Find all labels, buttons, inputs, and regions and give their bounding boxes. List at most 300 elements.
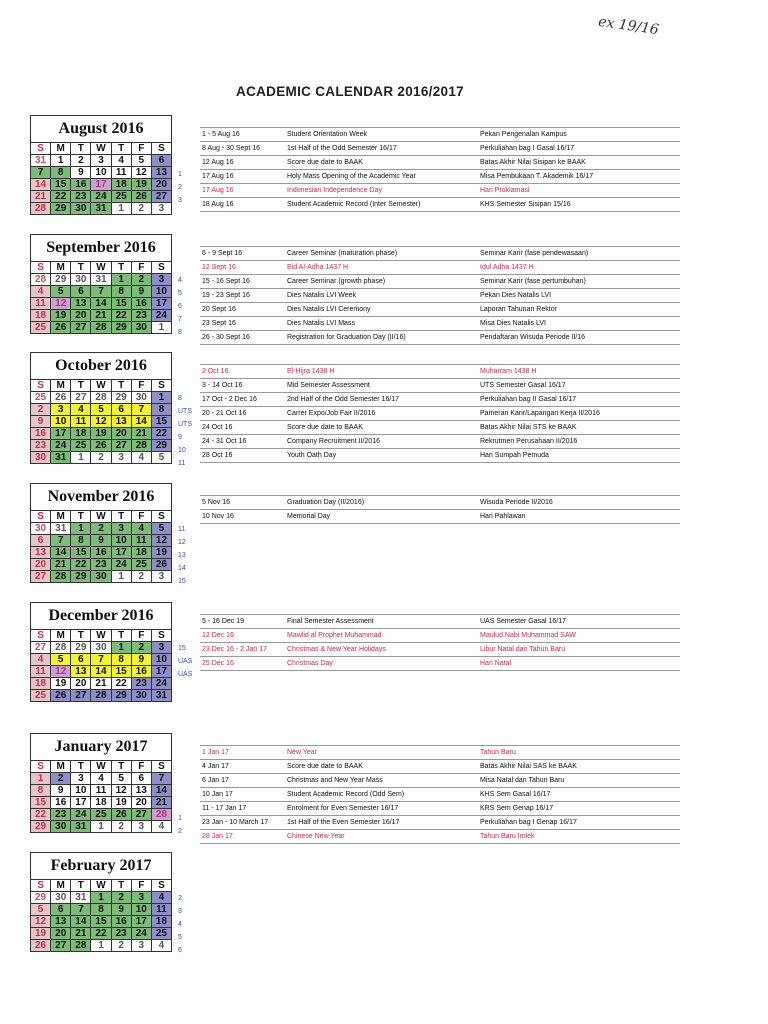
day-cell: 6	[151, 155, 171, 167]
event-row	[200, 815, 680, 829]
event-date: 2 Oct 16	[202, 368, 229, 375]
week-number: 8	[178, 395, 182, 402]
event-name-id: Hari Sumpah Pemuda	[480, 452, 549, 459]
event-row	[200, 246, 680, 260]
day-cell: 25	[71, 440, 91, 452]
day-cell: 11	[31, 666, 51, 678]
day-cell: 5	[91, 404, 111, 416]
event-date: 1 Jan 17	[202, 749, 229, 756]
event-name-id: KHS Sem Gasal 16/17	[480, 791, 551, 798]
day-cell: 11	[151, 904, 171, 916]
day-cell: 30	[131, 392, 151, 404]
day-cell: 3	[151, 203, 171, 215]
event-name-en: Score due date to BAAK	[287, 763, 363, 770]
day-header: W	[91, 380, 111, 392]
event-row	[200, 614, 680, 628]
event-name-id: Libur Natal dan Tahun Baru	[480, 646, 566, 653]
day-cell: 4	[131, 523, 151, 535]
day-cell: 28	[31, 274, 51, 286]
event-date: 17 Aug 16	[202, 187, 234, 194]
day-cell: 14	[131, 416, 151, 428]
month-title: January 2017	[30, 733, 172, 760]
day-cell: 14	[91, 298, 111, 310]
day-cell: 13	[71, 298, 91, 310]
event-name-id: Perkuliahan bag I Gasal 16/17	[480, 145, 575, 152]
day-cell: 26	[51, 392, 71, 404]
event-name-en: Carrer Expo/Job Fair II/2016	[287, 410, 376, 417]
day-cell: 4	[111, 155, 131, 167]
day-cell: 3	[151, 642, 171, 654]
day-cell: 18	[131, 547, 151, 559]
day-header: S	[151, 630, 171, 642]
event-name-en: 2nd Half of the Odd Semester 16/17	[287, 396, 400, 403]
day-cell: 11	[71, 416, 91, 428]
day-cell: 18	[31, 678, 51, 690]
day-cell: 2	[91, 452, 111, 464]
day-header: S	[31, 143, 51, 155]
day-header: W	[91, 511, 111, 523]
month-calendar	[30, 483, 172, 583]
day-cell: 4	[131, 452, 151, 464]
day-cell: 5	[151, 523, 171, 535]
day-cell: 30	[91, 642, 111, 654]
day-cell: 17	[151, 666, 171, 678]
week-number: 14	[178, 565, 186, 572]
month-title: August 2016	[30, 115, 172, 142]
day-cell: 23	[71, 191, 91, 203]
day-cell: 31	[31, 155, 51, 167]
event-name-en: Christmas & New Year Holidays	[287, 646, 386, 653]
day-header: M	[51, 630, 71, 642]
day-cell: 1	[51, 155, 71, 167]
event-name-id: UAS Semester Gasal 16/17	[480, 618, 566, 625]
day-header: T	[111, 380, 131, 392]
day-cell: 1	[111, 571, 131, 583]
event-row	[200, 420, 680, 434]
day-cell: 22	[111, 310, 131, 322]
event-date: 5 - 16 Dec 19	[202, 618, 245, 625]
day-header: S	[151, 143, 171, 155]
day-cell: 16	[111, 916, 131, 928]
event-name-en: Youth Oath Day	[287, 452, 337, 459]
event-date: 6 - 9 Sept 16	[202, 250, 243, 257]
event-row	[200, 509, 680, 524]
event-name-id: Muharram 1438 H	[480, 368, 537, 375]
day-header: T	[111, 262, 131, 274]
day-cell: 9	[111, 904, 131, 916]
event-name-en: New Year	[287, 749, 317, 756]
day-cell: 15	[71, 547, 91, 559]
week-number: UAS	[178, 671, 193, 678]
day-cell: 10	[111, 535, 131, 547]
day-cell: 2	[131, 203, 151, 215]
day-cell: 13	[31, 547, 51, 559]
event-row	[200, 448, 680, 463]
day-cell: 28	[151, 809, 171, 821]
day-cell: 8	[151, 404, 171, 416]
day-cell: 26	[31, 940, 51, 952]
day-cell: 23	[51, 809, 71, 821]
day-cell: 1	[111, 642, 131, 654]
day-cell: 16	[51, 797, 71, 809]
day-cell: 4	[71, 404, 91, 416]
event-date: 28 Oct 16	[202, 452, 233, 459]
event-name-id: Seminar Karir (fase pendewasaan)	[480, 250, 589, 257]
event-date: 17 Aug 16	[202, 173, 234, 180]
event-date: 26 - 30 Sept 16	[202, 334, 250, 341]
month-calendar	[30, 352, 172, 464]
day-cell: 31	[71, 892, 91, 904]
event-name-id: Hari Pahlawan	[480, 513, 526, 520]
day-cell: 27	[131, 809, 151, 821]
day-cell: 9	[31, 416, 51, 428]
day-header: M	[51, 380, 71, 392]
event-row	[200, 155, 680, 169]
day-cell: 11	[31, 298, 51, 310]
day-cell: 10	[51, 416, 71, 428]
month-title: November 2016	[30, 483, 172, 510]
week-number: UAS	[178, 658, 193, 665]
week-number: 4	[178, 277, 182, 284]
day-cell: 21	[31, 191, 51, 203]
event-name-id: Misa Natal dan Tahun Baru	[480, 777, 565, 784]
day-cell: 13	[111, 416, 131, 428]
event-name-en: Christmas and New Year Mass	[287, 777, 383, 784]
day-cell: 7	[71, 904, 91, 916]
day-cell: 12	[31, 916, 51, 928]
event-row	[200, 288, 680, 302]
event-name-id: Tahun Baru	[480, 749, 516, 756]
event-list	[200, 364, 680, 463]
event-name-id: KHS Semester Sisipan 15/16	[480, 201, 571, 208]
day-cell: 29	[31, 821, 51, 833]
day-cell: 1	[71, 452, 91, 464]
day-header: T	[71, 511, 91, 523]
day-cell: 12	[111, 785, 131, 797]
month-grid	[30, 379, 172, 464]
day-cell: 2	[111, 940, 131, 952]
day-header: F	[131, 880, 151, 892]
event-date: 12 Aug 16	[202, 159, 234, 166]
day-cell: 3	[71, 773, 91, 785]
day-cell: 28	[71, 940, 91, 952]
day-header: S	[151, 262, 171, 274]
month-calendar	[30, 852, 172, 952]
day-cell: 2	[111, 821, 131, 833]
day-cell: 5	[31, 904, 51, 916]
day-header: T	[71, 880, 91, 892]
event-date: 12 Dec 16	[202, 632, 234, 639]
event-name-id: Batas Akhir Nilai SAS ke BAAK	[480, 763, 577, 770]
day-header: T	[111, 511, 131, 523]
week-number: 6	[178, 947, 182, 954]
day-cell: 21	[91, 678, 111, 690]
day-cell: 9	[51, 785, 71, 797]
event-name-id: Maulud Nabi Muhammad SAW	[480, 632, 576, 639]
day-cell: 4	[151, 940, 171, 952]
day-cell: 24	[151, 310, 171, 322]
event-row	[200, 642, 680, 656]
day-cell: 28	[91, 392, 111, 404]
week-number: 1	[178, 815, 182, 822]
month-grid	[30, 879, 172, 952]
day-cell: 27	[151, 191, 171, 203]
day-cell: 25	[31, 690, 51, 702]
month-grid	[30, 261, 172, 334]
day-cell: 27	[71, 322, 91, 334]
day-cell: 21	[91, 310, 111, 322]
day-cell: 8	[111, 286, 131, 298]
day-cell: 4	[151, 821, 171, 833]
day-header: T	[111, 880, 131, 892]
event-name-en: Student Orientation Week	[287, 131, 368, 138]
week-number: 7	[178, 316, 182, 323]
event-row	[200, 773, 680, 787]
day-cell: 30	[51, 821, 71, 833]
day-cell: 20	[151, 179, 171, 191]
event-name-en: 1st Half of the Even Semester 16/17	[287, 819, 400, 826]
event-date: 17 Oct - 2 Dec 16	[202, 396, 257, 403]
day-cell: 19	[31, 928, 51, 940]
day-cell: 31	[51, 523, 71, 535]
day-cell: 1	[91, 821, 111, 833]
day-cell: 29	[151, 440, 171, 452]
day-cell: 11	[91, 785, 111, 797]
day-cell: 17	[111, 547, 131, 559]
event-name-id: Pameran Karir/Lapangan Kerja II/2016	[480, 410, 600, 417]
week-number: 11	[178, 526, 186, 533]
day-cell: 11	[131, 535, 151, 547]
day-cell: 15	[51, 179, 71, 191]
day-cell: 6	[51, 904, 71, 916]
event-name-id: Misa Dies Natalis LVI	[480, 320, 547, 327]
day-cell: 12	[51, 298, 71, 310]
day-cell: 27	[31, 571, 51, 583]
day-header: F	[131, 380, 151, 392]
day-cell: 9	[131, 286, 151, 298]
event-name-en: Career Seminar (growth phase)	[287, 278, 386, 285]
event-row	[200, 274, 680, 288]
day-cell: 21	[131, 428, 151, 440]
event-row	[200, 169, 680, 183]
day-cell: 10	[151, 286, 171, 298]
event-list	[200, 246, 680, 345]
day-cell: 14	[31, 179, 51, 191]
day-cell: 3	[131, 940, 151, 952]
event-name-en: Mid Semester Assessment	[287, 382, 370, 389]
day-header: T	[111, 143, 131, 155]
day-cell: 7	[151, 773, 171, 785]
day-cell: 7	[131, 404, 151, 416]
day-cell: 24	[151, 678, 171, 690]
day-cell: 6	[131, 773, 151, 785]
week-number: 12	[178, 539, 186, 546]
day-cell: 17	[91, 179, 111, 191]
day-header: W	[91, 761, 111, 773]
day-header: S	[151, 380, 171, 392]
week-number: UTS	[178, 408, 192, 415]
day-cell: 2	[111, 892, 131, 904]
day-cell: 30	[31, 452, 51, 464]
event-name-id: Seminar Karir (fase pertumbuhan)	[480, 278, 586, 285]
day-cell: 8	[71, 535, 91, 547]
day-cell: 24	[91, 191, 111, 203]
day-cell: 25	[131, 559, 151, 571]
month-title: October 2016	[30, 352, 172, 379]
day-header: M	[51, 143, 71, 155]
day-cell: 2	[31, 404, 51, 416]
week-number: 5	[178, 934, 182, 941]
event-name-id: Laporan Tahunan Rektor	[480, 306, 557, 313]
event-date: 8 Aug - 30 Sept 16	[202, 145, 260, 152]
day-cell: 30	[51, 892, 71, 904]
day-cell: 31	[91, 274, 111, 286]
event-name-en: Enrolment for Even Semester 16/17	[287, 805, 399, 812]
day-cell: 7	[91, 286, 111, 298]
month-grid	[30, 629, 172, 702]
day-cell: 18	[31, 310, 51, 322]
event-name-id: Perkuliahan bag I Genap 16/17	[480, 819, 577, 826]
month-calendar	[30, 733, 172, 833]
day-cell: 2	[131, 571, 151, 583]
event-name-id: Pekan Pengenalan Kampus	[480, 131, 567, 138]
day-cell: 30	[71, 274, 91, 286]
day-cell: 17	[71, 797, 91, 809]
event-row	[200, 787, 680, 801]
day-cell: 26	[111, 809, 131, 821]
day-cell: 2	[131, 642, 151, 654]
event-list	[200, 614, 680, 671]
day-cell: 4	[151, 892, 171, 904]
week-number: 9	[178, 434, 182, 441]
day-header: F	[131, 761, 151, 773]
handwritten-note: ex 19/16	[597, 13, 660, 39]
event-row	[200, 260, 680, 274]
day-cell: 29	[111, 322, 131, 334]
event-name-id: Pekan Dies Natalis LVI	[480, 292, 552, 299]
event-name-en: Score due date to BAAK	[287, 424, 363, 431]
event-date: 12 Sept 16	[202, 264, 236, 271]
event-list	[200, 127, 680, 212]
event-name-id: Pendaftaran Wisuda Periode II/16	[480, 334, 586, 341]
event-name-en: Student Academic Record (Odd Sem)	[287, 791, 405, 798]
week-number	[178, 694, 208, 707]
day-cell: 23	[91, 559, 111, 571]
day-cell: 3	[151, 274, 171, 286]
day-header: S	[151, 880, 171, 892]
day-cell: 13	[71, 666, 91, 678]
day-cell: 16	[131, 298, 151, 310]
day-header: F	[131, 630, 151, 642]
week-number: 2	[178, 184, 182, 191]
week-number: 8	[178, 329, 182, 336]
day-cell: 29	[51, 203, 71, 215]
day-cell: 16	[131, 666, 151, 678]
month-title: February 2017	[30, 852, 172, 879]
day-cell: 13	[151, 167, 171, 179]
day-cell: 25	[91, 809, 111, 821]
day-cell: 27	[71, 392, 91, 404]
day-cell: 25	[31, 392, 51, 404]
day-cell: 11	[111, 167, 131, 179]
day-cell: 20	[131, 797, 151, 809]
day-cell: 14	[91, 666, 111, 678]
day-cell: 17	[151, 298, 171, 310]
day-cell: 29	[111, 392, 131, 404]
event-date: 24 Oct 16	[202, 424, 233, 431]
week-number: 6	[178, 303, 182, 310]
day-cell: 7	[51, 535, 71, 547]
event-list	[200, 495, 680, 524]
day-cell: 19	[131, 179, 151, 191]
day-cell: 1	[71, 523, 91, 535]
day-cell: 23	[111, 928, 131, 940]
day-cell: 30	[91, 571, 111, 583]
day-cell: 15	[111, 298, 131, 310]
day-cell: 25	[111, 191, 131, 203]
day-header: T	[71, 761, 91, 773]
day-cell: 20	[31, 559, 51, 571]
event-date: 15 - 16 Sept 16	[202, 278, 250, 285]
day-cell: 25	[151, 928, 171, 940]
day-header: M	[51, 511, 71, 523]
event-date: 11 - 17 Jan 17	[202, 805, 247, 812]
event-date: 10 Jan 17	[202, 791, 233, 798]
event-date: 25 Dec 16	[202, 660, 234, 667]
event-date: 4 Jan 17	[202, 763, 229, 770]
day-cell: 19	[51, 310, 71, 322]
day-cell: 8	[91, 904, 111, 916]
day-cell: 19	[151, 547, 171, 559]
day-cell: 31	[51, 452, 71, 464]
day-cell: 1	[91, 940, 111, 952]
week-number	[178, 681, 208, 694]
event-row	[200, 829, 680, 844]
day-header: S	[31, 511, 51, 523]
event-name-id: Misa Pembukaan T. Akademik 16/17	[480, 173, 594, 180]
day-cell: 20	[71, 678, 91, 690]
day-cell: 6	[31, 535, 51, 547]
day-cell: 3	[131, 892, 151, 904]
event-row	[200, 141, 680, 155]
day-cell: 5	[111, 773, 131, 785]
day-cell: 8	[31, 785, 51, 797]
event-date: 10 Nov 16	[202, 513, 234, 520]
week-number: 4	[178, 921, 182, 928]
event-name-id: Tahun Baru Imlek	[480, 833, 535, 840]
week-number: 15	[178, 645, 186, 652]
day-cell: 16	[71, 179, 91, 191]
event-date: 3 - 14 Oct 16	[202, 382, 243, 389]
day-cell: 28	[51, 571, 71, 583]
event-name-id: Perkuliahan bag II Gasal 16/17	[480, 396, 577, 403]
day-header: S	[31, 380, 51, 392]
day-header: W	[91, 630, 111, 642]
event-row	[200, 801, 680, 815]
event-name-id: Idul Adha 1437 H	[480, 264, 534, 271]
event-row	[200, 628, 680, 642]
event-row	[200, 127, 680, 141]
day-cell: 14	[151, 785, 171, 797]
day-cell: 12	[131, 167, 151, 179]
event-date: 1 - 5 Aug 16	[202, 131, 240, 138]
month-grid	[30, 142, 172, 215]
day-header: T	[111, 761, 131, 773]
day-cell: 12	[151, 535, 171, 547]
event-row	[200, 197, 680, 212]
event-date: 23 Jan - 10 March 17	[202, 819, 269, 826]
event-date: 23 Dec 16 - 2 Jan 17	[202, 646, 267, 653]
